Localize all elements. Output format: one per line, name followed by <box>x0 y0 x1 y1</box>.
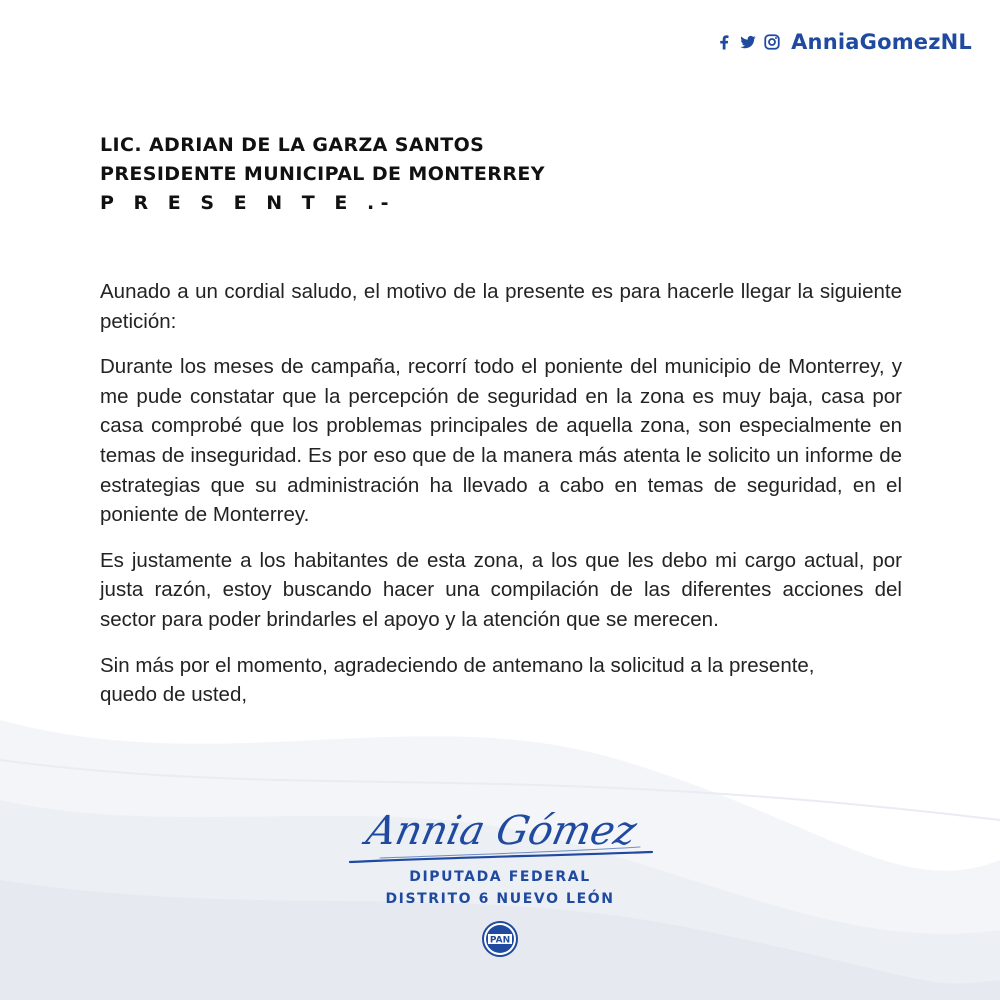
pan-party-logo <box>482 921 518 957</box>
svg-text:PAN: PAN <box>489 935 511 946</box>
closing-line-2: quedo de usted, <box>100 683 248 707</box>
paragraph-request: Es justamente a los habitantes de esta zona, a los que les debo mi cargo actual, por justa razón, estoy buscando hacer una compilación de las diferentes acciones del sector para poder brindarles el apoyo y la atención que se merecen. <box>100 548 902 631</box>
instagram-icon[interactable] <box>763 33 781 51</box>
addressee-name: LIC. ADRIAN DE LA GARZA SANTOS <box>100 134 485 156</box>
handwritten-signature <box>340 800 660 870</box>
addressee-position: PRESIDENTE MUNICIPAL DE MONTERREY <box>100 163 545 185</box>
letter-body <box>100 277 902 726</box>
signature-title <box>350 866 650 910</box>
addressee-presente: P R E S E N T E .- <box>100 192 396 214</box>
social-bar <box>715 30 972 54</box>
signature-position: DIPUTADA FEDERAL <box>409 869 591 885</box>
signature-district: DISTRITO 6 NUEVO LEÓN <box>385 891 615 907</box>
closing-line-1: Sin más por el momento, agradeciendo de antemano la solicitud a la presente, <box>100 653 815 677</box>
twitter-icon[interactable] <box>739 33 757 51</box>
addressee-block <box>100 131 545 218</box>
paragraph-closing <box>100 651 902 710</box>
social-handle[interactable]: AnniaGomezNL <box>791 30 972 54</box>
facebook-icon[interactable] <box>715 33 733 51</box>
paragraph-campaign: Durante los meses de campaña, recorrí todo el poniente del municipio de Monterrey, y me pude constatar que la percepción de seguridad en la zona es muy baja, casa por casa comprobé que los problemas principales de aquella zona, son especialmente en temas de inseguridad. Es por eso que de la manera más atenta le solicito un informe de estrategias que su administración ha llevado a cabo en temas de seguridad, en el poniente de Monterrey. <box>100 355 902 527</box>
svg-text:Annia Gómez: Annia Gómez <box>362 806 641 854</box>
paragraph-greeting: Aunado a un cordial saludo, el motivo de la presente es para hacerle llegar la siguiente petición: <box>100 280 902 333</box>
